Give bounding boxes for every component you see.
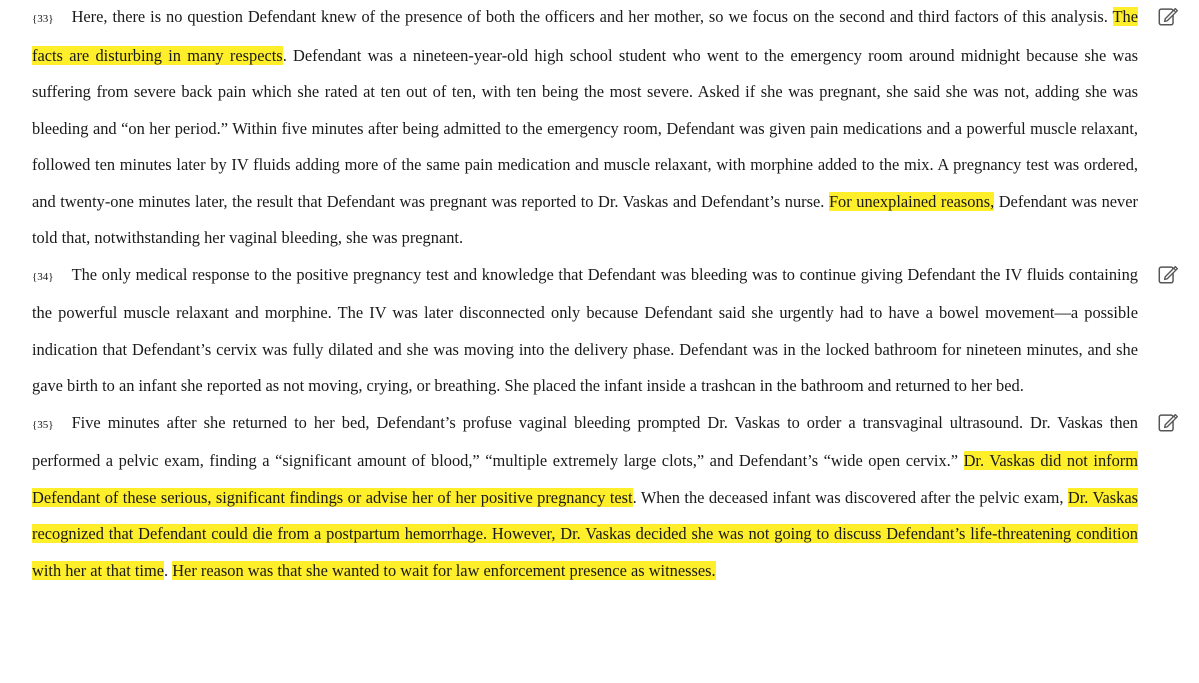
highlighted-text: For unexplained reasons, [828,191,995,211]
text-segment: . When the deceased infant was discovered after the pelvic exam, [632,487,1068,507]
edit-icon-graphic [1157,5,1179,27]
paragraph-number: {34} [32,270,54,283]
edit-icon-graphic [1157,263,1179,285]
highlighted-text: Her reason was that she wanted to wait for law enforcement presence as witnesses. [172,560,716,580]
paragraph-number: {35} [32,418,54,431]
text-segment: Defendant was never told that, notwithstanding her vaginal bleeding, she was pregnant. [32,191,1138,247]
highlighted-text: Dr. Vaskas did not inform Defendant of these serious, significant findings or advise her of her positive pregnancy test [32,451,1138,507]
text-segment: . [164,560,173,580]
text-segment: Here, there is no question Defendant knew of the presence of both the officers and her mother, so we focus on the second and third factors of this analysis. [71,7,1113,26]
edit-icon-graphic [1157,411,1179,433]
paragraph-34 [0,257,1199,405]
text-segment: Five minutes after she returned to her bed, Defendant’s profuse vaginal bleeding prompted Dr. Vaskas to order a transvaginal ultrasound. Dr. Vaskas then performed a pelvic exam, finding a “significant amount of blood,” “multiple extremely large clots,” and Defendant’s “wide open cervix.” [32,412,1138,470]
paragraph-35 [0,405,1199,590]
text-segment: . Defendant was a nineteen-year-old high school student who went to the emergency room around midnight because she was suffering from severe back pain which she rated at ten out of ten, with ten being the most severe. Asked if she was pregnant, she said she was not, adding she was bleeding and “on her period.” Within five minutes after being admitted to the emergency room, Defendant was given pain medications and a powerful muscle relaxant, followed ten minutes later by IV fluids adding more of the same pain medication and muscle relaxant, with morphine added to the mix. A pregnancy test was ordered, and twenty-one minutes later, the result that Defendant was pregnant was reported to Dr. Vaskas and Defendant’s nurse. [32,45,1138,211]
edit-icon[interactable] [1157,263,1179,285]
text-segment: The only medical response to the positive pregnancy test and knowledge that Defendant was bleeding was to continue giving Defendant the IV fluids containing the powerful muscle relaxant and morphine. The IV was later disconnected only because Defendant said she urgently had to have a bowel movement—a possible indication that Defendant’s cervix was fully dilated and she was moving into the delivery phase. Defendant was in the locked bathroom for nineteen minutes, and she gave birth to an infant she reported as not moving, crying, or breathing. She placed the infant inside a trashcan in the bathroom and returned to her bed. [32,264,1138,395]
edit-icon[interactable] [1157,5,1179,27]
edit-icon[interactable] [1157,411,1179,433]
paragraph-33 [0,0,1199,257]
highlighted-text: The facts are disturbing in many respects [32,7,1138,65]
highlighted-text: Dr. Vaskas recognized that Defendant could die from a postpartum hemorrhage. However, Dr. Vaskas decided she was not going to discuss Defendant’s life-threatening condition with her at that time [32,487,1139,580]
paragraph-number: {33} [32,13,54,25]
